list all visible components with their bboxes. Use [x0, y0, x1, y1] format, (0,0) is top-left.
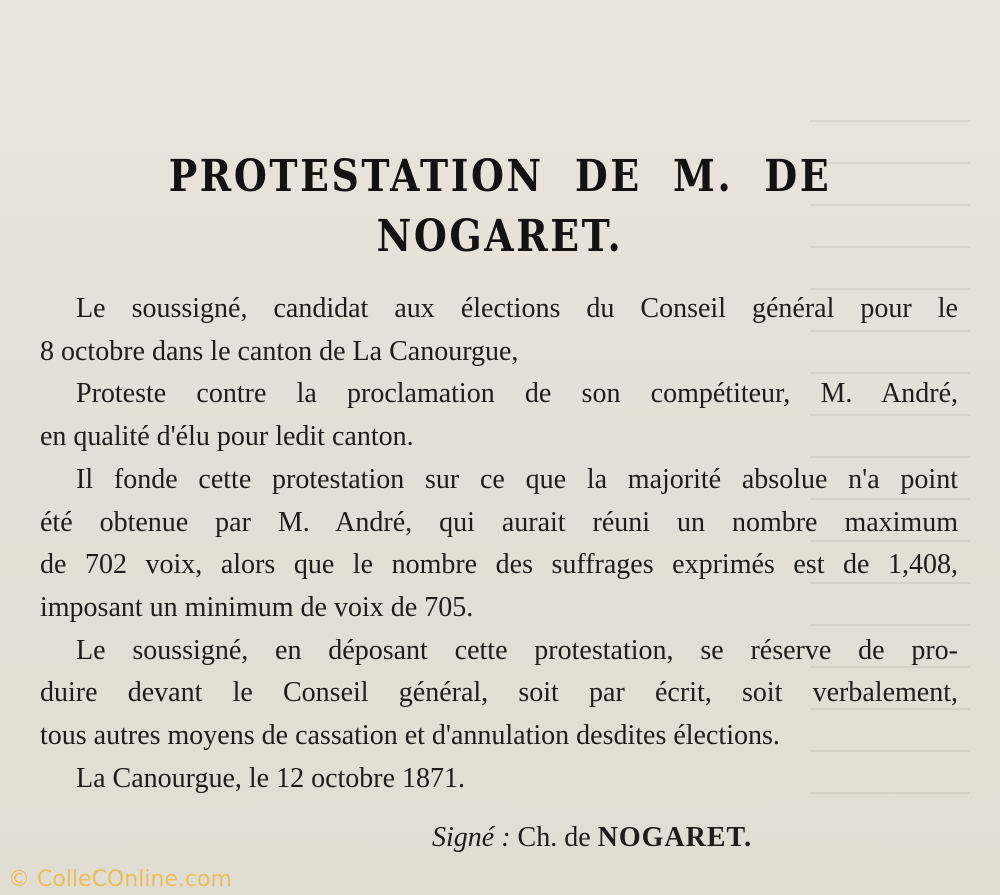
text-line: Le soussigné, candidat aux élections du Conseil général pour le	[76, 293, 958, 324]
text-line: imposant un minimum de voix de 705.	[40, 591, 474, 623]
paragraph	[40, 758, 958, 801]
place-date-line: La Canourgue, le 12 octobre 1871.	[76, 762, 466, 794]
text-line: Proteste contre la proclamation de son compétiteur, M. André,	[76, 378, 958, 410]
text-line: Le soussigné, en déposant cette protestation, se réserve de pro-	[76, 634, 958, 666]
text-line: Il fonde cette protestation sur ce que la majorité absolue n'a point	[76, 463, 958, 495]
signature-name: NOGARET.	[597, 822, 753, 853]
document-body	[40, 288, 958, 800]
signature-name-prefix: Ch. de	[517, 822, 591, 853]
paragraph	[40, 288, 958, 373]
text-line: 8 octobre dans le canton de La Canourgue,	[40, 335, 519, 367]
text-line: duire devant le Conseil général, soit par écrit, soit verbalement,	[40, 677, 958, 709]
text-line: été obtenue par M. André, qui aurait réuni un nombre maximum	[40, 506, 958, 538]
watermark: © ColleCOnline.com	[8, 867, 232, 892]
text-line: en qualité d'élu pour ledit canton.	[40, 421, 414, 453]
paragraph	[40, 373, 958, 458]
signature-line	[432, 816, 752, 860]
paragraph	[40, 630, 958, 758]
text-line: tous autres moyens de cassation et d'annulation desdites élections.	[40, 720, 780, 752]
paragraph	[40, 459, 958, 630]
text-line: de 702 voix, alors que le nombre des suffrages exprimés est de 1,408,	[40, 549, 958, 581]
signature-label: Signé :	[432, 822, 511, 853]
document-title: PROTESTATION DE M. DE NOGARET.	[168, 151, 832, 263]
